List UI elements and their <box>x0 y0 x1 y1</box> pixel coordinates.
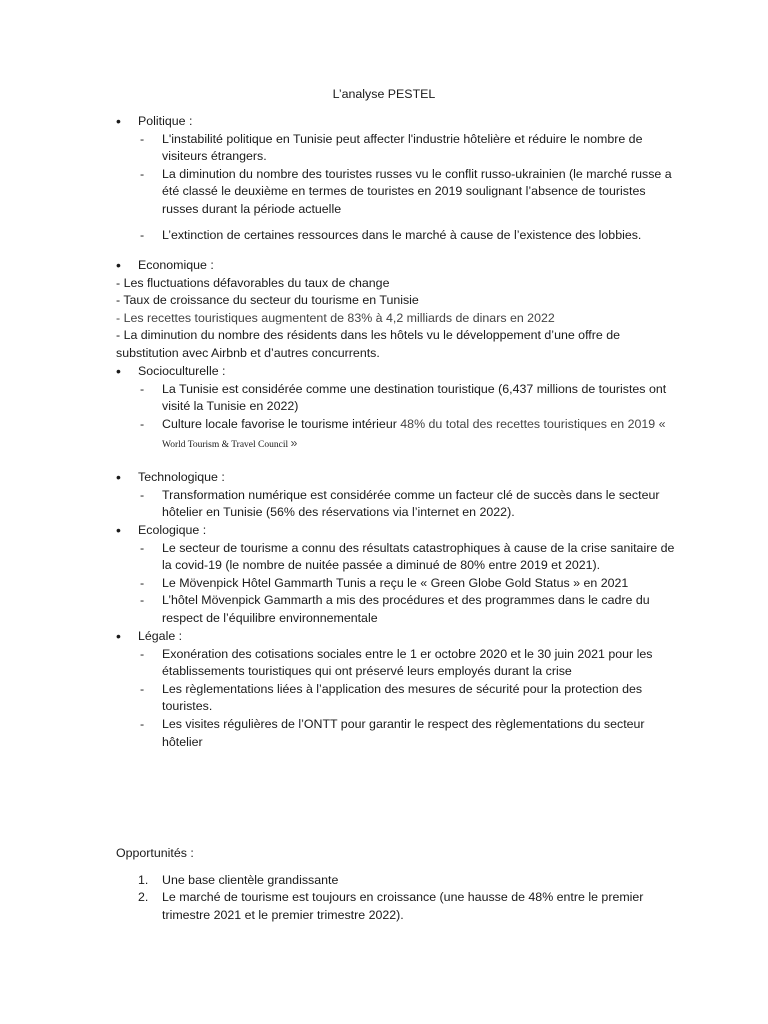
section-opportunites <box>116 845 676 924</box>
heading-socioculturelle: • Socioculturelle : <box>116 363 676 381</box>
section-legale <box>116 628 676 751</box>
heading-economique: • Economique : <box>116 257 676 275</box>
culture-main-text: Culture locale favorise le tourisme intérieur <box>162 416 397 431</box>
heading-technologique: • Technologique : <box>116 469 676 487</box>
list-item: - Les visites régulières de l’ONTT pour garantir le respect des règlementations du secteur hôtelier <box>116 716 676 751</box>
list-item: - La diminution du nombre des touristes russes vu le conflit russo-ukrainien (le marché russe a été classé le deuxième en termes de touristes en 2019 soulignant l’absence de touristes russes durant la période actuelle <box>116 166 676 219</box>
list-ecologique <box>116 540 676 628</box>
list-item: - Exonération des cotisations sociales entre le 1 er octobre 2020 et le 30 juin 2021 pour les établissements touristiques qui ont préservé leurs employés durant la crise <box>116 646 676 681</box>
culture-stat-text: 48% du total des recettes touristiques en 2019 « <box>396 416 666 431</box>
list-item: - Les règlementations liées à l’application des mesures de sécurité pour la protection des touristes. <box>116 681 676 716</box>
list-item: - L'instabilité politique en Tunisie peut affecter l'industrie hôtelière et réduire le nombre de visiteurs étrangers. <box>116 131 676 166</box>
list-number: 2. <box>138 890 149 905</box>
culture-close-quote: » <box>290 436 298 451</box>
list-item: - L’extinction de certaines ressources dans le marché à cause de l’existence des lobbies. <box>116 227 676 245</box>
document-title: L’analyse PESTEL <box>332 87 436 101</box>
economique-line: - La diminution du nombre des résidents dans les hôtels vu le développement d’une offre de substitution avec Airbnb et d’autres concurrents. <box>116 328 620 360</box>
list-opportunites <box>116 872 676 925</box>
list-item: - La Tunisie est considérée comme une destination touristique (6,437 millions de touristes ont visité la Tunisie en 2022) <box>116 381 676 416</box>
list-item-culture <box>116 416 676 455</box>
economique-line: - Taux de croissance du secteur du tourisme en Tunisie <box>116 293 419 308</box>
heading-opportunites: Opportunités : <box>116 846 194 860</box>
list-item <box>116 872 676 890</box>
heading-ecologique: • Ecologique : <box>116 522 676 540</box>
list-item-text: Le marché de tourisme est toujours en croissance (une hausse de 48% entre le premier trimestre 2021 et le premier trimestre 2022). <box>162 890 644 922</box>
section-politique <box>116 113 676 244</box>
heading-legale: • Légale : <box>116 628 676 646</box>
economique-line: - Les recettes touristiques augmentent de 83% à 4,2 milliards de dinars en 2022 <box>116 310 555 325</box>
list-item: - Le Mövenpick Hôtel Gammarth Tunis a reçu le « Green Globe Gold Status » en 2021 <box>116 575 676 593</box>
list-politique <box>116 131 676 245</box>
heading-politique: • Politique : <box>116 113 676 131</box>
list-item: - Le secteur de tourisme a connu des résultats catastrophiques à cause de la crise sanitaire de la covid-19 (le nombre de nuitée passée a diminué de 80% entre 2019 et 2021). <box>116 540 676 575</box>
list-item <box>116 889 676 924</box>
section-socioculturelle <box>116 363 676 455</box>
list-technologique <box>116 487 676 522</box>
list-legale <box>116 646 676 752</box>
section-economique <box>116 257 676 363</box>
culture-source-text: World Tourism & Travel Council <box>162 440 291 451</box>
list-number: 1. <box>138 872 149 887</box>
list-item: - L’hôtel Mövenpick Gammarth a mis des procédures et des programmes dans le cadre du respect de l’équilibre environnementale <box>116 592 676 627</box>
list-socioculturelle <box>116 381 676 455</box>
section-technologique <box>116 469 676 522</box>
list-item-text: Une base clientèle grandissante <box>162 872 339 887</box>
economique-line: - Les fluctuations défavorables du taux de change <box>116 275 390 290</box>
list-item: - Transformation numérique est considérée comme un facteur clé de succès dans le secteur hôtelier en Tunisie (56% des réservations via l’internet en 2022). <box>116 487 676 522</box>
section-ecologique <box>116 522 676 628</box>
